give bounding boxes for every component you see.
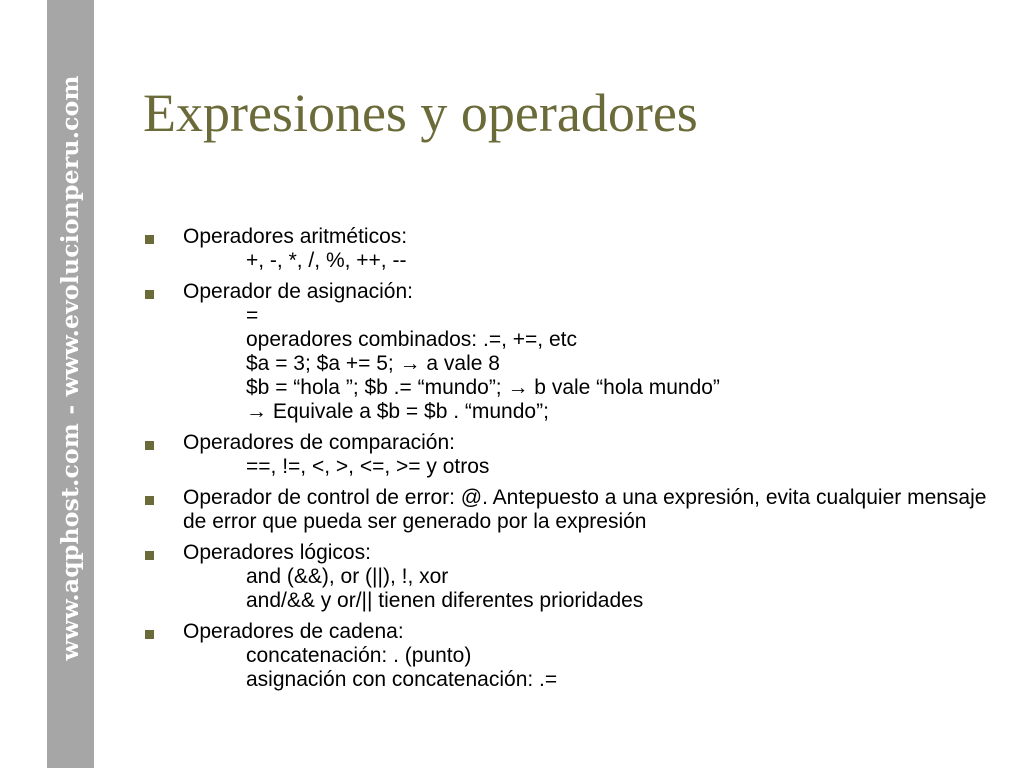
square-bullet-icon <box>145 290 154 299</box>
bullet-list <box>140 225 1000 692</box>
bullet-item-arithmetic <box>140 225 1000 273</box>
slide-title: Expresiones y operadores <box>143 83 698 143</box>
bullet-subline: +, -, *, /, %, ++, -- <box>246 249 407 272</box>
bullet-item-logical <box>140 541 1000 613</box>
bullet-heading: Operadores de cadena: <box>183 620 404 643</box>
bullet-heading: Operadores de comparación: <box>183 431 455 454</box>
square-bullet-icon <box>145 441 154 450</box>
bullet-heading: Operador de asignación: <box>183 280 413 303</box>
bullet-subline: = <box>246 304 259 327</box>
bullet-subline: $b = “hola ”; $b .= “mundo”; → b vale “hola mundo” <box>246 376 720 399</box>
bullet-subline: asignación con concatenación: .= <box>246 668 558 691</box>
bullet-heading: Operadores aritméticos: <box>183 225 408 248</box>
bullet-item-comparison <box>140 431 1000 479</box>
side-banner-text: www.aqphost.com - www.evolucionperu.com <box>56 75 84 661</box>
bullet-subline: $a = 3; $a += 5; → a vale 8 <box>246 352 500 375</box>
bullet-heading: Operador de control de error: @. Antepuesto a una expresión, evita cualquier mensaje de error que pueda ser generado por la expresión <box>183 486 987 533</box>
bullet-subline: operadores combinados: .=, +=, etc <box>246 328 577 351</box>
square-bullet-icon <box>145 496 154 505</box>
square-bullet-icon <box>145 630 154 639</box>
square-bullet-icon <box>145 551 154 560</box>
bullet-subline: ==, !=, <, >, <=, >= y otros <box>246 455 490 478</box>
bullet-subline: and/&& y or/|| tienen diferentes prioridades <box>246 589 644 612</box>
bullet-heading: Operadores lógicos: <box>183 541 371 564</box>
square-bullet-icon <box>145 235 154 244</box>
bullet-subline: → Equivale a $b = $b . “mundo”; <box>246 400 549 423</box>
bullet-subline: concatenación: . (punto) <box>246 644 472 667</box>
bullet-item-error-control <box>140 486 1000 534</box>
bullet-subline: and (&&), or (||), !, xor <box>246 565 449 588</box>
bullet-item-assignment <box>140 280 1000 424</box>
bullet-item-string <box>140 620 1000 692</box>
